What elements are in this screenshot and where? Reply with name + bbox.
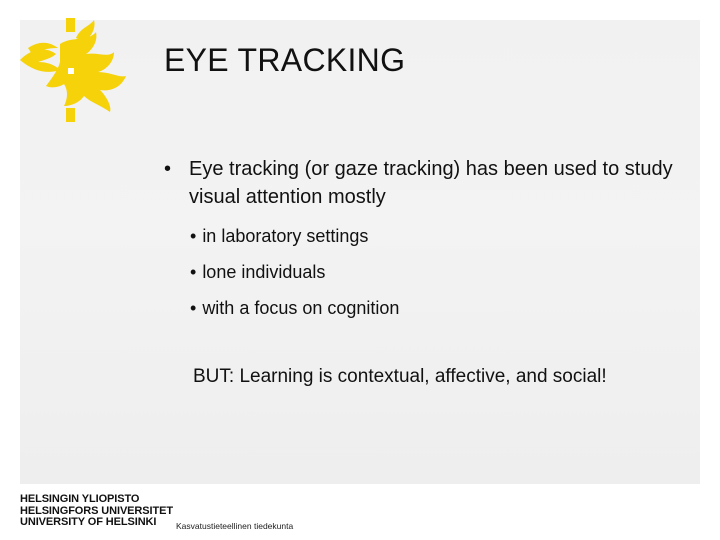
slide-content <box>164 155 684 333</box>
university-name <box>20 494 173 529</box>
main-bullet <box>164 155 684 211</box>
sub-bullet-dot: • <box>190 226 197 246</box>
university-name-line: HELSINGFORS UNIVERSITET <box>20 504 173 517</box>
sub-bullet-list <box>164 225 684 319</box>
university-name-line: HELSINGIN YLIOPISTO <box>20 493 140 505</box>
sub-bullet-dot: • <box>190 262 197 282</box>
sub-bullet-text: in laboratory settings <box>202 226 369 246</box>
sub-bullet-text: with a focus on cognition <box>202 298 400 318</box>
slide-title: EYE TRACKING <box>164 42 406 78</box>
sub-bullet-dot: • <box>190 298 197 318</box>
but-statement: BUT: Learning is contextual, affective, and social! <box>193 366 607 387</box>
sub-bullet-item <box>190 225 684 247</box>
bullet-dot: • <box>164 158 172 180</box>
sub-bullet-item <box>190 297 684 319</box>
sub-bullet-text: lone individuals <box>202 262 326 282</box>
university-name-line: UNIVERSITY OF HELSINKI <box>20 516 157 528</box>
faculty-name: Kasvatustieteellinen tiedekunta <box>176 521 294 531</box>
university-logo-icon <box>18 18 130 122</box>
main-bullet-text: Eye tracking (or gaze tracking) has been used to study visual attention mostly <box>189 158 673 208</box>
sub-bullet-item <box>190 261 684 283</box>
